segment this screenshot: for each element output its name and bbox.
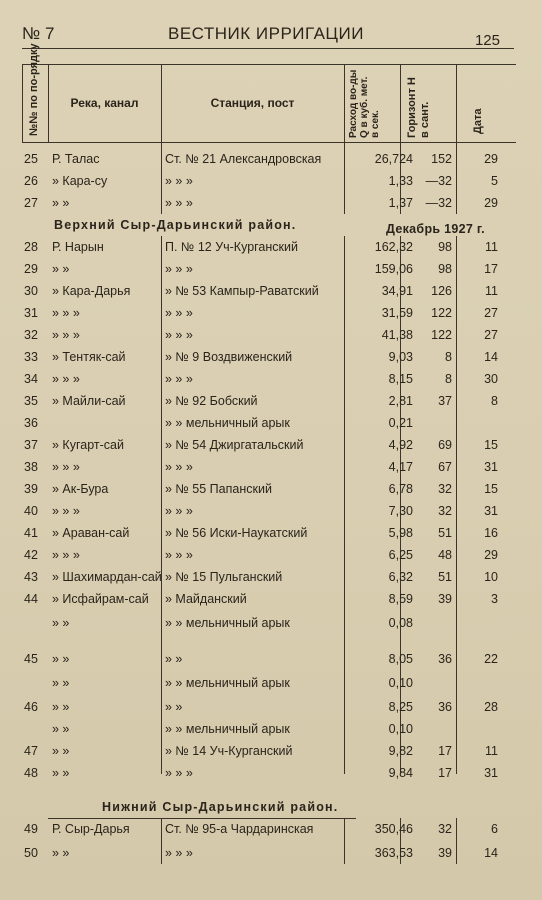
col-header-discharge: Расход во-ды Q в куб. мет. в сек. xyxy=(348,69,381,138)
row-number: 34 xyxy=(24,372,38,386)
row-number: 31 xyxy=(24,306,38,320)
table-row xyxy=(22,648,516,670)
horizon-value: 67 xyxy=(438,460,452,474)
header-rule xyxy=(22,48,514,49)
horizon-value: 152 xyxy=(431,152,452,166)
discharge-value: 6,32 xyxy=(388,570,413,584)
table-row xyxy=(22,718,516,740)
discharge-value: 31,59 xyxy=(381,306,413,320)
station-name: » » » xyxy=(165,548,193,562)
station-name: П. № 12 Уч-Курганский xyxy=(165,240,298,254)
horizon-value: 122 xyxy=(431,328,452,342)
river-name: » » xyxy=(52,616,70,630)
discharge-value: 159,06 xyxy=(374,262,413,276)
river-name: » » » xyxy=(52,460,80,474)
date-value: 27 xyxy=(484,306,498,320)
river-name: » Араван-сай xyxy=(52,526,130,540)
date-value: 6 xyxy=(491,822,498,836)
discharge-value: 26,724 xyxy=(374,152,413,166)
table-row xyxy=(22,478,516,500)
row-number: 37 xyxy=(24,438,38,452)
date-value: 8 xyxy=(491,394,498,408)
section-title: Верхний Сыр-Дарьинский район. xyxy=(54,218,297,232)
table-row xyxy=(22,672,516,694)
river-name: » Кугарт-сай xyxy=(52,438,124,452)
horizon-value: 17 xyxy=(438,744,452,758)
horizon-value: 32 xyxy=(438,822,452,836)
river-name: » » » xyxy=(52,548,80,562)
river-name: » » » xyxy=(52,306,80,320)
table-row xyxy=(22,522,516,544)
row-number: 43 xyxy=(24,570,38,584)
river-name: » Ак-Бура xyxy=(52,482,109,496)
river-name: » Кара-су xyxy=(52,174,108,188)
row-number: 39 xyxy=(24,482,38,496)
journal-title: ВЕСТНИК ИРРИГАЦИИ xyxy=(168,24,364,43)
date-value: 3 xyxy=(491,592,498,606)
row-number: 28 xyxy=(24,240,38,254)
horizon-value: —32 xyxy=(425,196,452,210)
horizon-value: 37 xyxy=(438,394,452,408)
discharge-value: 9,82 xyxy=(388,744,413,758)
horizon-value: 48 xyxy=(438,548,452,562)
table-header-border xyxy=(22,142,516,143)
discharge-value: 4,92 xyxy=(388,438,413,452)
station-name: » » мельничный арык xyxy=(165,676,290,690)
date-value: 29 xyxy=(484,548,498,562)
table-row xyxy=(22,588,516,610)
horizon-value: 98 xyxy=(438,240,452,254)
horizon-value: 69 xyxy=(438,438,452,452)
table-row xyxy=(22,456,516,478)
row-number: 27 xyxy=(24,196,38,210)
station-name: » № 92 Бобский xyxy=(165,394,258,408)
date-value: 11 xyxy=(485,284,498,298)
discharge-value: 0,10 xyxy=(388,676,413,690)
river-name: » Шахимардан-сай xyxy=(52,570,162,584)
river-name: Р. Сыр-Дарья xyxy=(52,822,130,836)
table-row xyxy=(22,148,516,170)
table-row xyxy=(22,192,516,214)
date-value: 10 xyxy=(484,570,498,584)
row-number: 29 xyxy=(24,262,38,276)
date-value: 27 xyxy=(484,328,498,342)
row-number: 26 xyxy=(24,174,38,188)
date-value: 28 xyxy=(484,700,498,714)
discharge-value: 2,81 xyxy=(388,394,413,408)
discharge-value: 162,32 xyxy=(374,240,413,254)
table-row xyxy=(22,302,516,324)
date-value: 14 xyxy=(484,846,498,860)
river-name: » Кара-Дарья xyxy=(52,284,131,298)
horizon-value: 51 xyxy=(438,526,452,540)
horizon-value: 122 xyxy=(431,306,452,320)
section-month: Декабрь 1927 г. xyxy=(386,222,485,236)
section-heading xyxy=(22,214,516,236)
section-heading xyxy=(22,796,516,818)
row-number: 38 xyxy=(24,460,38,474)
date-value: 17 xyxy=(484,262,498,276)
river-name: » Майли-сай xyxy=(52,394,126,408)
river-name: » Исфайрам-сай xyxy=(52,592,149,606)
river-name: Р. Нарын xyxy=(52,240,104,254)
discharge-value: 0,08 xyxy=(388,616,413,630)
discharge-value: 350,46 xyxy=(374,822,413,836)
date-value: 31 xyxy=(484,460,498,474)
table-row xyxy=(22,818,516,840)
river-name: » Тентяк-сай xyxy=(52,350,126,364)
row-number: 50 xyxy=(24,846,38,860)
discharge-value: 8,15 xyxy=(388,372,413,386)
col-header-station: Станция, пост xyxy=(210,96,295,110)
station-name: » » » xyxy=(165,504,193,518)
horizon-value: 17 xyxy=(438,766,452,780)
row-number: 30 xyxy=(24,284,38,298)
river-name: » » xyxy=(52,196,70,210)
station-name: » » мельничный арык xyxy=(165,722,290,736)
table-row xyxy=(22,236,516,258)
discharge-value: 0,10 xyxy=(388,722,413,736)
station-name: » » » xyxy=(165,196,193,210)
river-name: » » xyxy=(52,700,70,714)
discharge-value: 1,37 xyxy=(388,196,413,210)
discharge-value: 34,91 xyxy=(381,284,413,298)
row-number: 40 xyxy=(24,504,38,518)
table-row xyxy=(22,280,516,302)
horizon-value: 98 xyxy=(438,262,452,276)
river-name: » » xyxy=(52,652,70,666)
station-name: » » » xyxy=(165,460,193,474)
table-row xyxy=(22,170,516,192)
station-name: » Майданский xyxy=(165,592,247,606)
row-number: 46 xyxy=(24,700,38,714)
table-row xyxy=(22,842,516,864)
table-row xyxy=(22,762,516,784)
section-title: Нижний Сыр-Дарьинский район. xyxy=(102,800,339,814)
station-name: » » мельничный арык xyxy=(165,416,290,430)
issue-number: № 7 xyxy=(22,24,55,43)
date-value: 16 xyxy=(484,526,498,540)
horizon-value: 39 xyxy=(438,846,452,860)
station-name: » » xyxy=(165,700,183,714)
data-table xyxy=(22,43,516,864)
horizon-value: 8 xyxy=(445,372,452,386)
table-row xyxy=(22,390,516,412)
table-row xyxy=(22,696,516,718)
station-name: » » » xyxy=(165,766,193,780)
date-value: 5 xyxy=(491,174,498,188)
station-name: » » » xyxy=(165,372,193,386)
horizon-value: 36 xyxy=(438,652,452,666)
date-value: 31 xyxy=(484,766,498,780)
horizon-value: 126 xyxy=(431,284,452,298)
row-number: 36 xyxy=(24,416,38,430)
table-row xyxy=(22,324,516,346)
station-name: » » » xyxy=(165,174,193,188)
table-row xyxy=(22,500,516,522)
discharge-value: 6,25 xyxy=(388,548,413,562)
station-name: » » » xyxy=(165,328,193,342)
col-header-no: №№ по по-рядку xyxy=(28,43,40,136)
date-value: 30 xyxy=(484,372,498,386)
station-name: » № 55 Папанский xyxy=(165,482,272,496)
date-value: 11 xyxy=(485,240,498,254)
horizon-value: 51 xyxy=(438,570,452,584)
table-row xyxy=(22,566,516,588)
station-name: Ст. № 95-а Чардаринская xyxy=(165,822,314,836)
station-name: » » » xyxy=(165,262,193,276)
discharge-value: 9,03 xyxy=(388,350,413,364)
table-row xyxy=(22,740,516,762)
table-left-border xyxy=(22,64,23,143)
river-name: » » xyxy=(52,744,70,758)
date-value: 15 xyxy=(484,482,498,496)
horizon-value: 32 xyxy=(438,482,452,496)
station-name: » № 15 Пульганский xyxy=(165,570,283,584)
date-value: 31 xyxy=(484,504,498,518)
page-header xyxy=(22,22,512,50)
station-name: » » мельничный арык xyxy=(165,616,290,630)
table-row xyxy=(22,544,516,566)
table-row xyxy=(22,258,516,280)
row-number: 32 xyxy=(24,328,38,342)
col-header-date: Дата xyxy=(472,108,484,134)
discharge-value: 1,33 xyxy=(388,174,413,188)
discharge-value: 9,84 xyxy=(388,766,413,780)
station-name: » » » xyxy=(165,846,193,860)
river-name: » » xyxy=(52,676,70,690)
row-number: 48 xyxy=(24,766,38,780)
date-value: 22 xyxy=(484,652,498,666)
discharge-value: 0,21 xyxy=(388,416,413,430)
discharge-value: 363,53 xyxy=(374,846,413,860)
date-value: 11 xyxy=(485,744,498,758)
discharge-value: 41,38 xyxy=(381,328,413,342)
row-number: 33 xyxy=(24,350,38,364)
table-row xyxy=(22,368,516,390)
river-name: » » xyxy=(52,262,70,276)
station-name: » » » xyxy=(165,306,193,320)
date-value: 29 xyxy=(484,152,498,166)
horizon-value: —32 xyxy=(425,174,452,188)
station-name: » » xyxy=(165,652,183,666)
discharge-value: 8,59 xyxy=(388,592,413,606)
table-row xyxy=(22,346,516,368)
row-number: 35 xyxy=(24,394,38,408)
station-name: Ст. № 21 Александровская xyxy=(165,152,322,166)
row-number: 41 xyxy=(24,526,38,540)
river-name: Р. Талас xyxy=(52,152,100,166)
discharge-value: 5,98 xyxy=(388,526,413,540)
horizon-value: 8 xyxy=(445,350,452,364)
discharge-value: 8,25 xyxy=(388,700,413,714)
discharge-value: 4,17 xyxy=(388,460,413,474)
discharge-value: 8,05 xyxy=(388,652,413,666)
station-name: » № 56 Иски-Наукатский xyxy=(165,526,308,540)
station-name: » № 53 Кампыр-Раватский xyxy=(165,284,319,298)
page-number: 125 xyxy=(474,32,500,49)
row-number: 49 xyxy=(24,822,38,836)
river-name: » » » xyxy=(52,328,80,342)
river-name: » » xyxy=(52,722,70,736)
row-number: 44 xyxy=(24,592,38,606)
row-number: 45 xyxy=(24,652,38,666)
river-name: » » xyxy=(52,766,70,780)
date-value: 29 xyxy=(484,196,498,210)
date-value: 15 xyxy=(484,438,498,452)
col-header-horizon: Горизонт H в сант. xyxy=(406,77,431,138)
discharge-value: 6,78 xyxy=(388,482,413,496)
station-name: » № 9 Воздвиженский xyxy=(165,350,293,364)
horizon-value: 36 xyxy=(438,700,452,714)
river-name: » » » xyxy=(52,504,80,518)
river-name: » » » xyxy=(52,372,80,386)
col-header-river: Река, канал xyxy=(70,96,139,110)
station-name: » № 54 Джиргатальский xyxy=(165,438,304,452)
row-number: 42 xyxy=(24,548,38,562)
table-row xyxy=(22,612,516,634)
station-name: » № 14 Уч-Курганский xyxy=(165,744,293,758)
discharge-value: 7,30 xyxy=(388,504,413,518)
horizon-value: 32 xyxy=(438,504,452,518)
river-name: » » xyxy=(52,846,70,860)
table-row xyxy=(22,412,516,434)
row-number: 25 xyxy=(24,152,38,166)
table-row xyxy=(22,434,516,456)
horizon-value: 39 xyxy=(438,592,452,606)
date-value: 14 xyxy=(484,350,498,364)
row-number: 47 xyxy=(24,744,38,758)
